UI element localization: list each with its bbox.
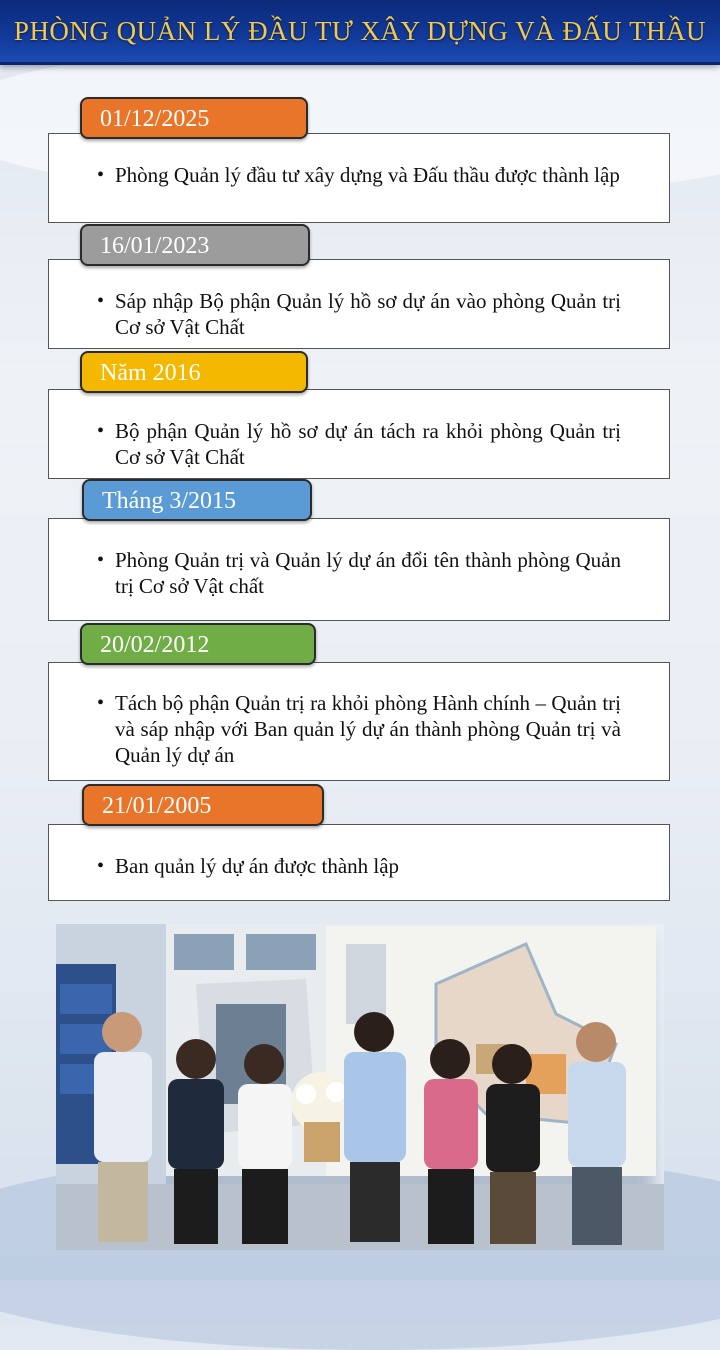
timeline-text: • Phòng Quản trị và Quản lý dự án đổi tên thành phòng Quản trị Cơ sở Vật chất: [115, 547, 669, 599]
timeline-text: • Ban quản lý dự án được thành lập: [115, 853, 669, 879]
timeline-card: [48, 389, 670, 479]
timeline-date: 20/02/2012: [100, 632, 210, 658]
timeline-date-tag: [82, 479, 312, 521]
timeline-date-tag: [82, 784, 324, 826]
header-banner: [0, 0, 720, 65]
timeline-date-tag: [80, 351, 308, 393]
group-photo-illustration: [56, 924, 664, 1250]
timeline-date: 21/01/2005: [102, 793, 212, 819]
timeline-text: • Bộ phận Quản lý hồ sơ dự án tách ra khỏi phòng Quản trị Cơ sở Vật Chất: [115, 418, 669, 470]
timeline-card: [48, 259, 670, 349]
timeline-date-tag: [80, 224, 310, 266]
timeline-card: [48, 824, 670, 901]
timeline-card: [48, 662, 670, 781]
page-title: PHÒNG QUẢN LÝ ĐẦU TƯ XÂY DỰNG VÀ ĐẤU THẦU: [13, 16, 707, 46]
timeline-date: 16/01/2023: [100, 233, 210, 259]
timeline-text: • Phòng Quản lý đầu tư xây dựng và Đấu thầu được thành lập: [115, 162, 669, 188]
timeline-date-tag: [80, 97, 308, 139]
timeline-card: [48, 518, 670, 621]
group-photo: [56, 924, 664, 1250]
timeline-text: • Sáp nhập Bộ phận Quản lý hồ sơ dự án vào phòng Quản trị Cơ sở Vật Chất: [115, 288, 669, 340]
timeline-date: Tháng 3/2015: [102, 488, 236, 514]
timeline-date-tag: [80, 623, 316, 665]
timeline-card: [48, 133, 670, 223]
timeline-date: Năm 2016: [100, 360, 201, 386]
timeline-date: 01/12/2025: [100, 106, 210, 132]
timeline-text: • Tách bộ phận Quản trị ra khỏi phòng Hành chính – Quản trị và sáp nhập với Ban quản lý dự án thành phòng Quản trị và Quản lý dự án: [115, 690, 669, 768]
